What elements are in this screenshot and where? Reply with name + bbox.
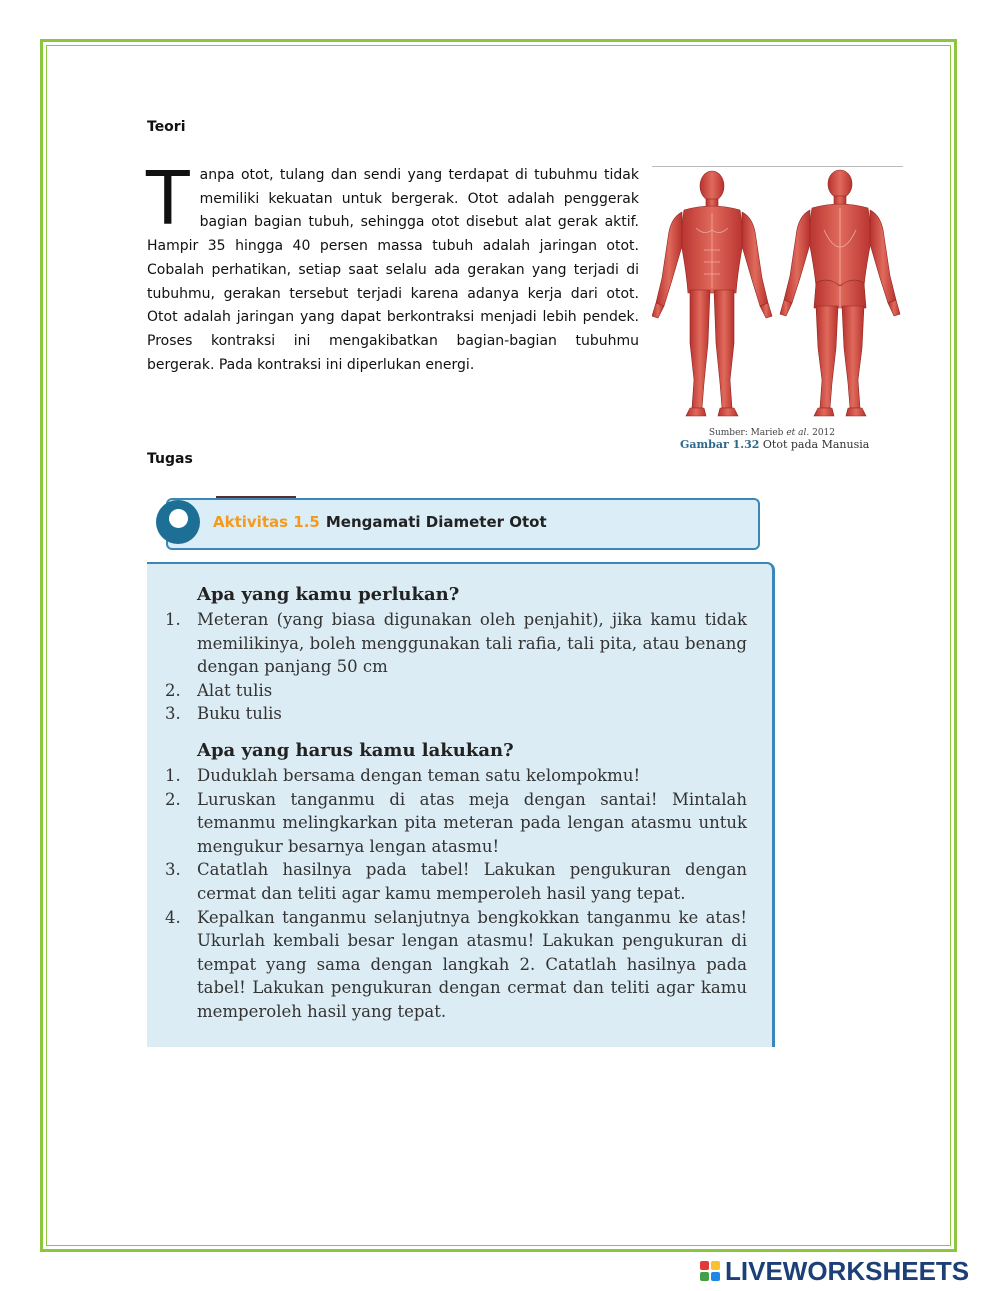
muscle-anatomy-illustration: [652, 168, 903, 426]
steps-item: 3. Catatlah hasilnya pada tabel! Lakukan pengukuran dengan cermat dan teliti agar kamu memperoleh hasil yang tepat.: [165, 860, 747, 903]
muscle-figure: [652, 166, 903, 458]
grid-square: [700, 1272, 709, 1281]
activity-name: Mengamati Diameter Otot: [325, 513, 547, 531]
needs-item: 3. Buku tulis: [165, 704, 282, 724]
needs-heading: Apa yang kamu perlukan?: [197, 584, 460, 605]
brand-name: LIVEWORKSHEETS: [725, 1256, 970, 1286]
figure-source: Sumber: Marieb et al. 2012: [708, 428, 835, 438]
theory-heading: Teori: [147, 119, 186, 135]
activity-title: [213, 513, 547, 531]
figure-caption-text: Otot pada Manusia: [759, 438, 870, 451]
figure-caption: [680, 438, 869, 451]
steps-heading: Apa yang harus kamu lakukan?: [197, 739, 514, 761]
needs-list: [165, 608, 747, 726]
figure-caption-label: Gambar 1.32: [680, 438, 760, 451]
activity-content: [165, 584, 747, 1024]
needs-item: 2. Alat tulis: [165, 680, 273, 700]
grid-square: [711, 1272, 720, 1281]
figure-rule: [652, 166, 903, 167]
steps-item: 1. Duduklah bersama dengan teman satu kelompokmu!: [165, 765, 641, 785]
activity-label: Aktivitas 1.5: [213, 513, 320, 531]
steps-list: [165, 764, 747, 1024]
steps-item: 4. Kepalkan tanganmu selanjutnya bengkokkan tanganmu ke atas! Ukurlah kembali besar lengan atasmu! Lakukan pengukuran di tempat yang sama dengan langkah 2. Catatlah hasilnya pada tabel! Lakukan pengukuran dengan cermat dan teliti agar kamu memperoleh hasil yang tepat.: [165, 907, 747, 1021]
activity-panel: [147, 562, 775, 1047]
grid-square: [711, 1261, 720, 1270]
needs-item: 1. Meteran (yang biasa digunakan oleh penjahit), jika kamu tidak memilikinya, boleh menggunakan tali rafia, tali pita, atau benang dengan panjang 50 cm: [165, 610, 747, 677]
drop-cap: T: [144, 153, 192, 241]
grid-square: [700, 1261, 709, 1270]
front-view-figure: [652, 171, 772, 416]
activity-header: [156, 496, 760, 552]
task-heading: Tugas: [147, 451, 193, 467]
activity-circle-icon: [156, 500, 200, 544]
liveworksheets-grid-icon: [700, 1261, 720, 1281]
theory-paragraph: [144, 153, 639, 377]
theory-text: anpa otot, tulang dan sendi yang terdapat di tubuhmu tidak memiliki kekuatan untuk bergerak. Otot adalah penggerak bagian bagian tubuh, sehingga otot disebut alat gerak aktif. Hampir 35 hingga 40 persen massa tubuh adalah jaringan otot. Cobalah perhatikan, setiap saat selalu ada gerakan yang terjadi di tubuhmu, gerakan tersebut terjadi karena adanya kerja dari otot. Otot adalah jaringan yang dapat berkontraksi menjadi lebih pendek. Proses kontraksi ini mengakibatkan bagian-bagian tubuhmu bergerak. Pada kontraksi ini diperlukan energi.: [147, 167, 639, 373]
steps-item: 2. Luruskan tanganmu di atas meja dengan santai! Mintalah temanmu melingkarkan pita meteran pada lengan atasmu untuk mengukur besarnya lengan atasmu!: [165, 789, 747, 856]
